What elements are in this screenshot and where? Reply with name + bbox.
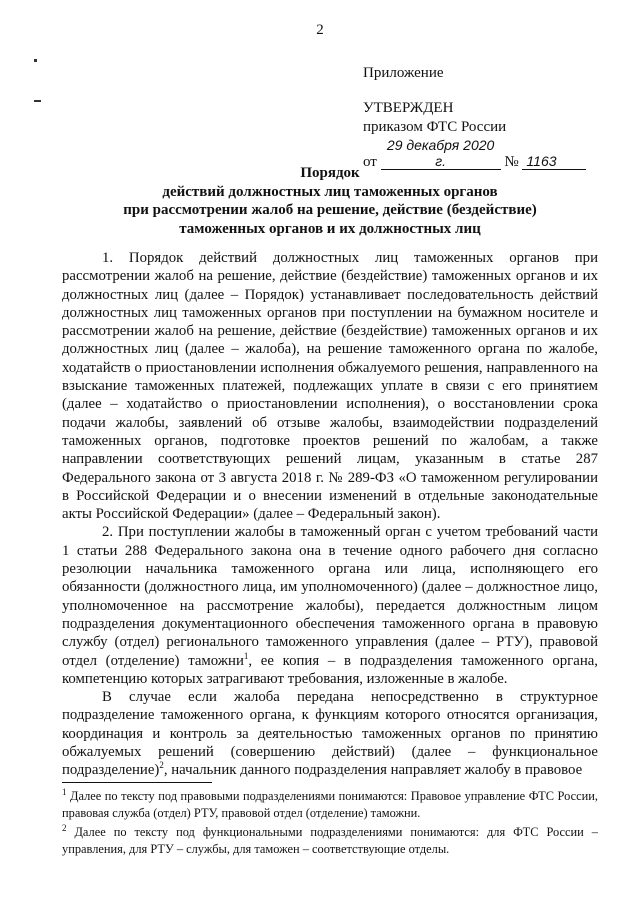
footnote-ref-1: 1 bbox=[243, 650, 249, 661]
document-body bbox=[62, 249, 598, 780]
title-line-2: действий должностных лиц таможенных органов bbox=[162, 183, 498, 200]
footnote-2-text: Далее по тексту под функциональными подразделениями понимаются: для ФТС России – управления, для РТУ – службы, для таможен – соответствующие отделы. bbox=[62, 825, 598, 856]
footnote-2 bbox=[62, 824, 598, 857]
scan-speck bbox=[34, 59, 37, 62]
footnote-2-number: 2 bbox=[62, 822, 67, 833]
order-number: 1163 bbox=[522, 153, 586, 170]
footnote-1-number: 1 bbox=[62, 786, 67, 797]
number-sign: № bbox=[504, 154, 519, 170]
footnote-1 bbox=[62, 788, 598, 821]
title-line-3: при рассмотрении жалоб на решение, действие (бездействие) bbox=[123, 202, 537, 218]
paragraph-2-text-a: 2. При поступлении жалобы в таможенный орган с учетом требований части 1 статьи 288 Федерального закона она в течение одного рабочего дня согласно резолюции начальника таможенного органа или лица, исполняющего его обязанности (должностного лица, им уполномоченного) (далее – должностное лицо, уполномоченное на рассмотрение жалобы), передается должностным лицом подразделения документационного обеспечения таможенного органа в правовую службу (отдел) регионального таможенного управления (далее – РТУ), правовой отдел (отделение) таможни bbox=[62, 524, 598, 669]
page-number: 2 bbox=[316, 22, 324, 38]
approval-block bbox=[363, 64, 613, 172]
order-date: 29 декабря 2020 г. bbox=[381, 137, 501, 170]
paragraph-3-text-a: В случае если жалоба передана непосредственно в структурное подразделение таможенного органа, к функциям которого относятся организация, координация и контроль за деятельностью таможенных органов по принятию обжалуемых решений (совершению действий) (далее – функциональное подразделение) bbox=[62, 689, 598, 779]
paragraph-3 bbox=[62, 688, 598, 779]
paragraph-1: 1. Порядок действий должностных лиц таможенных органов при рассмотрении жалоб на решение, действие (бездействие) таможенных органов и их должностных лиц (далее – Порядок) устанавливает последовательность действий должностных лиц таможенных органов при поступлении на бумажном носителе и рассмотрении жалоб на решение, действие (бездействие) таможенных органов и их должностных лиц (далее – жалоба), на решение таможенного органа по жалобе, ходатайств о приостановлении исполнения обжалуемого решения, направленного на взыскание таможенных платежей, подлежащих уплате в связи с его принятием (далее – ходатайство о приостановлении исполнения), о восстановлении срока подачи жалобы, заявлений об отзыве жалобы, взаимодействии подразделений таможенных органов, подготовке проектов решений по жалобам, а также направлении соответствующих решений лицам, указанным в статье 287 Федерального закона от 3 августа 2018 г. № 289-ФЗ «О таможенном регулировании в Российской Федерации и о внесении изменений в отдельные законодательные акты Российской Федерации» (далее – Федеральный закон). bbox=[62, 250, 598, 523]
order-line: приказом ФТС России bbox=[363, 119, 507, 135]
date-prefix: от bbox=[363, 154, 377, 170]
title-line-4: таможенных органов и их должностных лиц bbox=[179, 220, 481, 237]
title-line-1: Порядок bbox=[300, 165, 360, 181]
document-title bbox=[60, 164, 600, 238]
appendix-label: Приложение bbox=[363, 65, 444, 81]
paragraph-3-text-b: , начальник данного подразделения направляет жалобу в правовое bbox=[163, 762, 583, 779]
footnote-1-text: Далее по тексту под правовыми подразделениями понимаются: Правовое управление ФТС России, правовая служба (отдел) РТУ, правовой отдел (отделение) таможни. bbox=[62, 789, 598, 820]
footnote-ref-2: 2 bbox=[159, 760, 164, 771]
paragraph-2-text-b: , ее копия – в подразделения таможенного органа, компетенцию которых затрагивают требования, изложенные в жалобе. bbox=[62, 652, 598, 687]
footnotes bbox=[62, 788, 598, 860]
paragraph-2 bbox=[62, 523, 598, 688]
footnote-divider bbox=[62, 782, 212, 783]
approved-label: УТВЕРЖДЕН bbox=[363, 100, 454, 116]
scan-speck bbox=[34, 100, 41, 102]
